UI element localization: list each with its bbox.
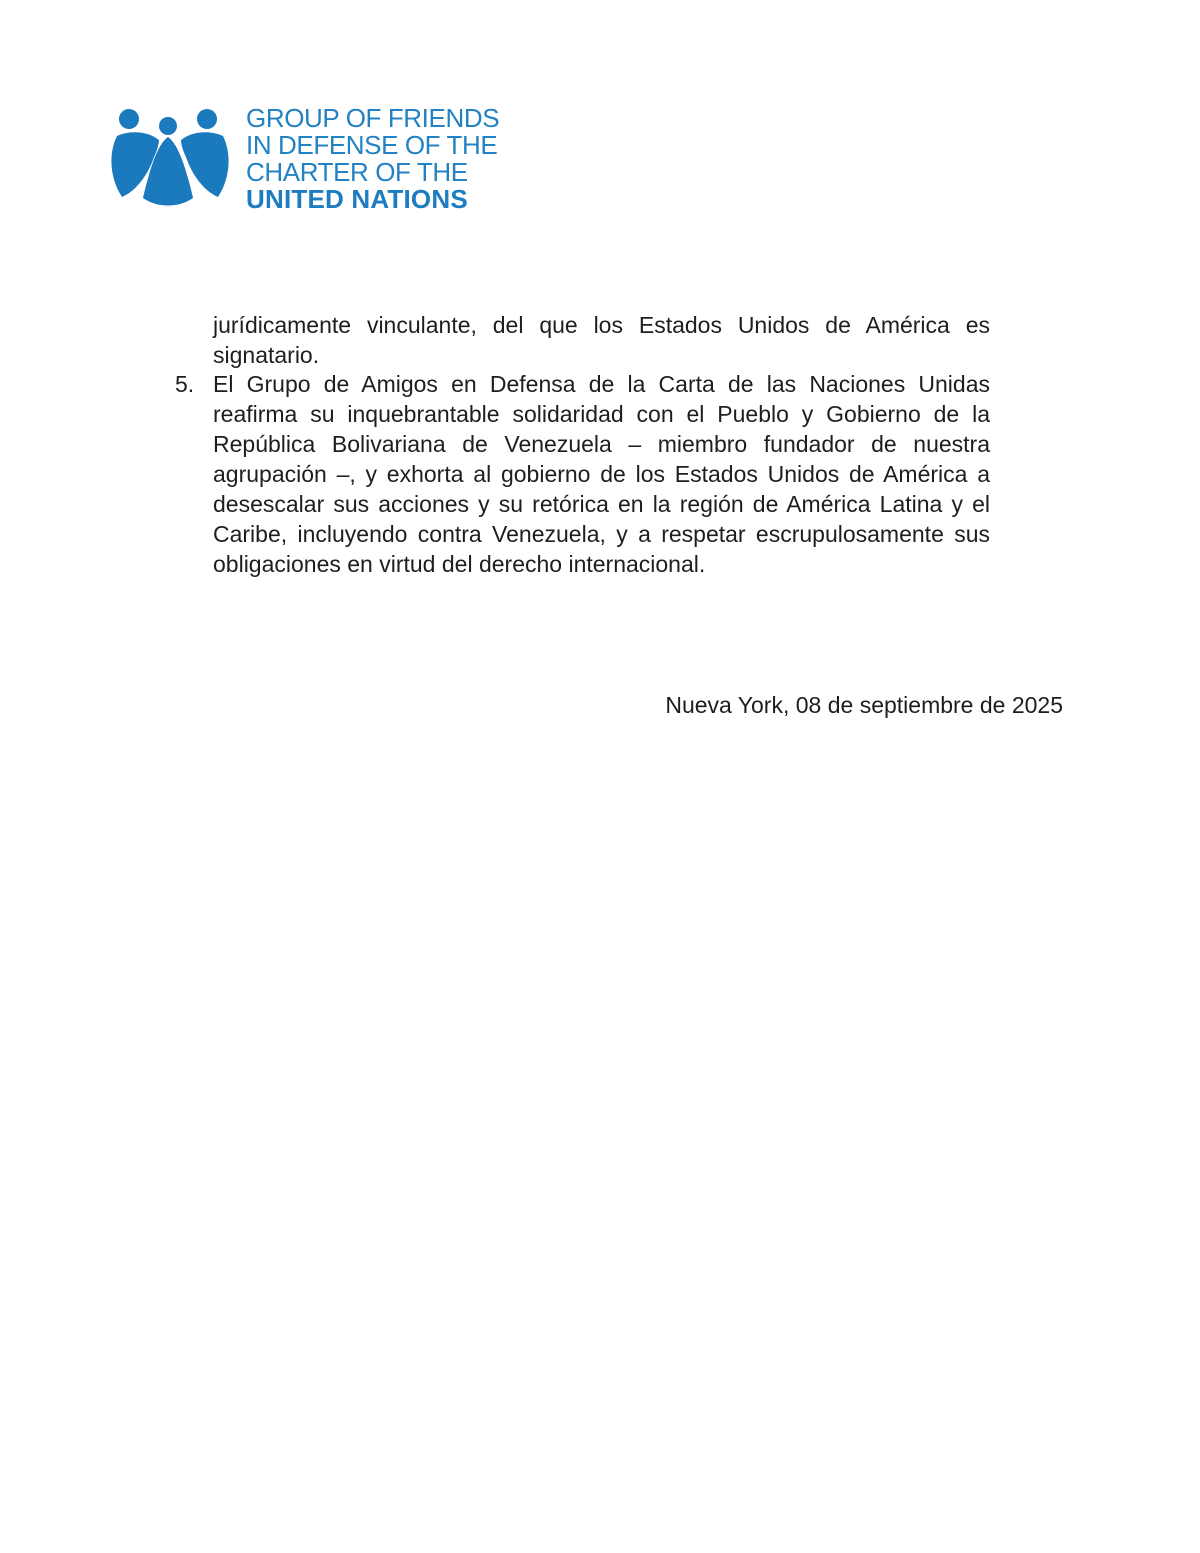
logo-line-3: CHARTER OF THE — [246, 157, 468, 187]
org-logo — [105, 101, 499, 217]
three-figures-icon — [105, 105, 235, 217]
paragraph-continuation: jurídicamente vinculante, del que los Estados Unidos de América es signatario. — [213, 312, 990, 368]
logo-line-2: IN DEFENSE OF THE — [246, 130, 498, 160]
list-item-5 — [175, 369, 990, 579]
list-item-text: El Grupo de Amigos en Defensa de la Carta de las Naciones Unidas reafirma su inquebrantable solidaridad con el Pueblo y Gobierno de la República Bolivariana de Venezuela – miembro fundador de nuestra agrupación –, y exhorta al gobierno de los Estados Unidos de América a desescalar sus acciones y su retórica en la región de América Latina y el Caribe, incluyendo contra Venezuela, y a respetar escrupulosamente sus obligaciones en virtud del derecho internacional. — [213, 371, 990, 577]
org-logo-text — [246, 105, 499, 213]
dateline: Nueva York, 08 de septiembre de 2025 — [665, 692, 1063, 718]
list-item-number: 5. — [175, 371, 195, 397]
logo-line-4: UNITED NATIONS — [246, 184, 468, 214]
logo-line-1: GROUP OF FRIENDS — [246, 103, 500, 133]
